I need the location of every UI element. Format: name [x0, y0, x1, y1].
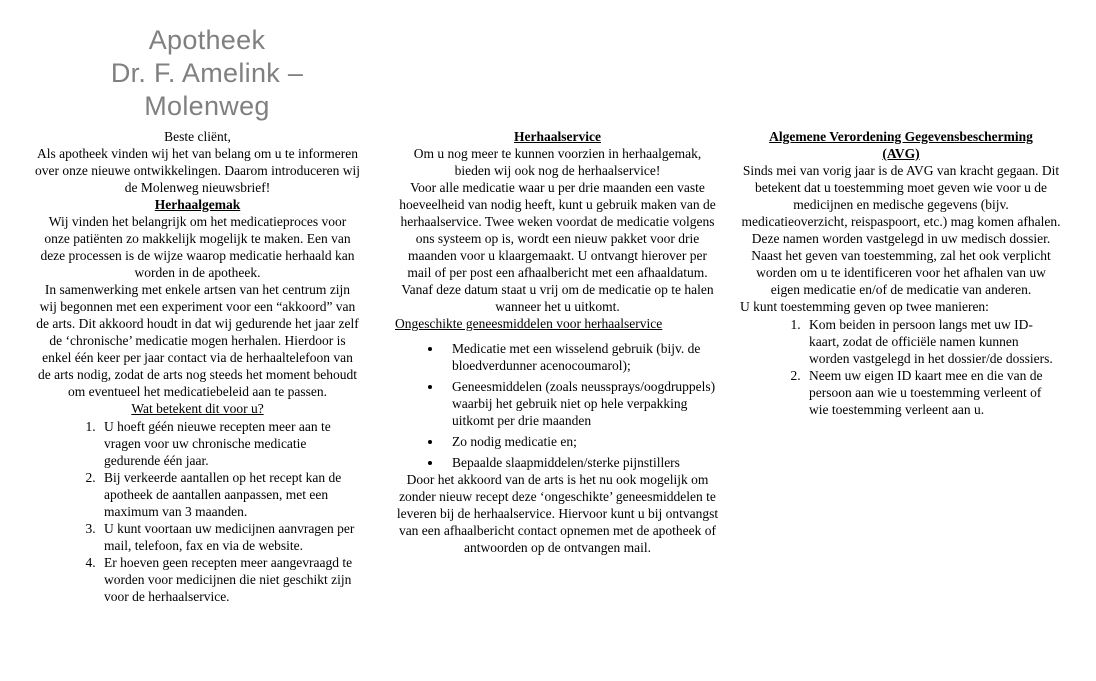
subheading-wat-betekent-dit: Wat betekent dit voor u?	[131, 401, 264, 416]
paragraph-herhaalservice-3: Door het akkoord van de arts is het nu ook mogelijk om zonder nieuw recept deze ‘ongeschikte’ geneesmiddelen te leveren bij de herhaalservice. Hiervoor kunt u bij ontvangst van een afhaalbericht contact opnemen met de apotheek of antwoorden op de ontvangen mail.	[396, 472, 719, 555]
paragraph-avg-1: Sinds mei van vorig jaar is de AVG van kracht gegaan. Dit betekent dat u toestemming moet geven wie voor u de medicijnen en medische gegevens (bijv. medicatieoverzicht, reispaspoort, etc.) mag komen afhalen. Deze namen worden vastgelegd in uw medisch dossier.	[741, 163, 1061, 246]
consent-list-item-1: 1. Kom beiden in persoon langs met uw ID-kaart, zodat de officiële namen kunnen worden vastgelegd in het dossier/de dossiers.	[804, 316, 1062, 367]
pharmacy-title-line2: Dr. F. Amelink – Molenweg	[110, 58, 304, 121]
column-avg	[740, 128, 1062, 418]
paragraph-herhaalgemak-1: Wij vinden het belangrijk om het medicatieproces voor onze patiënten zo makkelijk mogelijk te maken. Een van deze processen is de wijze waarop medicatie herhaald kan worden in de apotheek.	[40, 214, 355, 280]
benefits-list-item-2: 2. Bij verkeerde aantallen op het recept kan de apotheek de aantallen aanpassen, met een maximum van 3 maanden.	[99, 469, 360, 520]
unsuitable-list-item-1: • Medicatie met een wisselend gebruik (bijv. de bloedverdunner acenocoumarol);	[443, 340, 720, 374]
benefits-list-item-3: 3. U kunt voortaan uw medicijnen aanvragen per mail, telefoon, fax en via de website.	[99, 520, 360, 554]
benefits-list-item-4: 4. Er hoeven geen recepten meer aangevraagd te worden voor medicijnen die niet geschikt zijn voor de herhaalservice.	[99, 554, 360, 605]
unsuitable-list-item-2: • Geneesmiddelen (zoals neussprays/oogdruppels) waarbij het gebruik niet op hele verpakking uitkomt per drie maanden	[443, 378, 720, 429]
paragraph-herhaalservice-2: Voor alle medicatie waar u per drie maanden een vaste hoeveelheid van nodig heeft, kunt u gebruik maken van de herhaalservice. Twee weken voordat de medicatie volgens ons systeem op is, wordt een nieuw pakket voor drie maanden voor u klaargemaakt. U ontvangt hierover per mail of per post een afhaalbericht met een afhaaldatum. Vanaf deze datum staat u vrij om de medicatie op te halen wanneer het u uitkomt.	[399, 180, 716, 314]
pharmacy-title-line1: Apotheek	[148, 25, 266, 55]
intro-paragraph: Als apotheek vinden wij het van belang om u te informeren over onze nieuwe ontwikkelingen. Daarom introduceren wij de Molenweg nieuwsbrief!	[35, 146, 361, 195]
paragraph-herhaalservice-1: Om u nog meer te kunnen voorzien in herhaalgemak, bieden wij ook nog de herhaalservice!	[413, 146, 702, 178]
heading-avg-line2: (AVG)	[882, 146, 920, 161]
paragraph-herhaalgemak-2: In samenwerking met enkele artsen van het centrum zijn wij begonnen met een experiment voor een “akkoord” van de arts. Dit akkoord houdt in dat wij gedurende het jaar zelf de ‘chronische’ medicatie mogen herhalen. Hierdoor is enkel één keer per jaar contact via de herhaaltelefoon van de arts nodig, zodat de arts nog steeds het moment behoudt om eventueel het medicatiebeleid aan te passen.	[36, 282, 359, 399]
unsuitable-list-item-4: • Bepaalde slaapmiddelen/sterke pijnstillers	[443, 454, 720, 471]
newsletter-columns	[35, 128, 1065, 605]
benefits-numbered-list	[35, 418, 360, 605]
heading-herhaalservice: Herhaalservice	[514, 129, 601, 144]
unsuitable-medicines-bullet-list	[395, 340, 720, 471]
column-herhaalgemak	[35, 128, 360, 605]
benefits-list-item-1: 1. U hoeft géén nieuwe recepten meer aan te vragen voor uw chronische medicatie gedurende één jaar.	[99, 418, 360, 469]
consent-numbered-list	[740, 316, 1062, 418]
heading-herhaalgemak: Herhaalgemak	[154, 197, 241, 212]
consent-list-item-2: 2. Neem uw eigen ID kaart mee en die van de persoon aan wie u toestemming verleent of wie toestemming verleent aan u.	[804, 367, 1062, 418]
greeting-text: Beste cliënt,	[164, 129, 231, 144]
paragraph-avg-consent-intro: U kunt toestemming geven op twee manieren:	[740, 299, 989, 314]
column-herhaalservice	[395, 128, 720, 556]
subheading-ongeschikte-geneesmiddelen: Ongeschikte geneesmiddelen voor herhaalservice	[395, 316, 663, 331]
paragraph-avg-2: Naast het geven van toestemming, zal het ook verplicht worden om u te identificeren voor het afhalen van uw eigen medicatie en/of de medicatie van anderen.	[751, 248, 1051, 297]
heading-avg-line1: Algemene Verordening Gegevensbescherming	[769, 129, 1033, 144]
pharmacy-title	[57, 24, 357, 123]
unsuitable-list-item-3: • Zo nodig medicatie en;	[443, 433, 720, 450]
